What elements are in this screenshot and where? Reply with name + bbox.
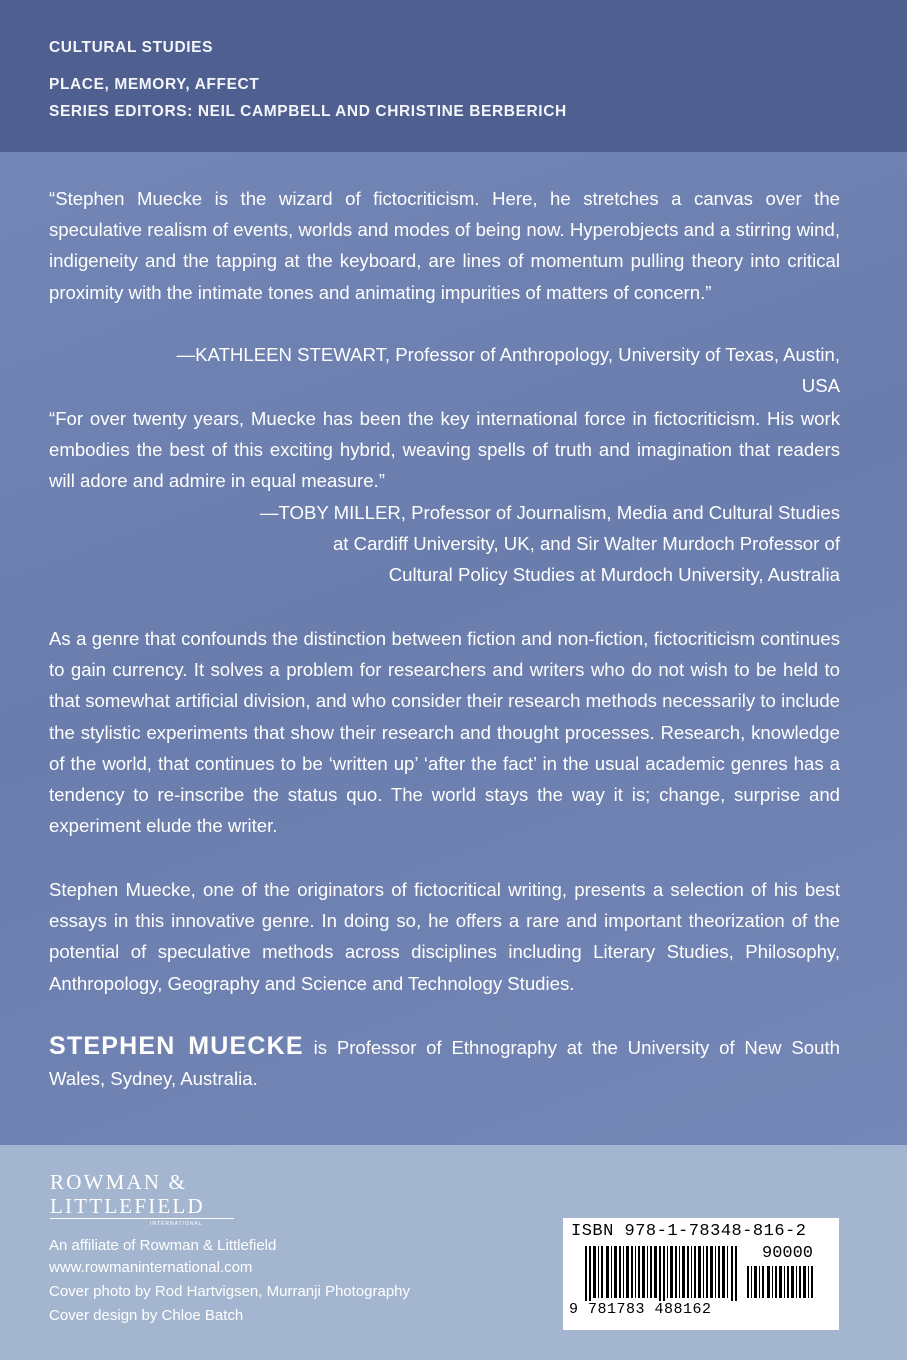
author-bio [49,1031,840,1094]
isbn-barcode [563,1218,839,1330]
publisher-logo-line-2: LITTLEFIELD [50,1194,205,1218]
quote-2-attribution-line-2: at Cardiff University, UK, and Sir Walter Murdoch Professor of [332,533,840,554]
price-code: 90000 [762,1244,814,1263]
publisher-logo-line-1: ROWMAN & [50,1170,188,1194]
quote-1-text: “Stephen Muecke is the wizard of fictocriticism. Here, he stretches a canvas over the speculative realism of events, worlds and modes of being now. Hyperobjects and a stirring wind, indigeneity and the tapping at the keyboard, are lines of momentum pulling theory into critical proximity with the intimate tones and animating impurities of matters of concern.” [49,188,840,303]
series-name: CULTURAL STUDIES [49,39,214,56]
description-paragraph-2: Stephen Muecke, one of the originators of fictocritical writing, presents a selection of his best essays in this innovative genre. In doing so, he offers a rare and important theorization of the potential of speculative methods across disciplines including Literary Studies, Philosophy, Anthropology, Geography and Science and Technology Studies. [49,879,840,994]
quote-2-attribution-line-1: —TOBY MILLER, Professor of Journalism, Media and Cultural Studies [259,502,840,523]
isbn-number: ISBN 978-1-78348-816-2 [571,1222,807,1241]
author-bio-text: is Professor of Ethnography at the University of New South Wales, Sydney, Australia. [49,1037,840,1090]
author-name: STEPHEN MUECKE [49,1032,304,1060]
description-paragraph-1: As a genre that confounds the distinction between fiction and non-fiction, fictocriticism continues to gain currency. It solves a problem for researchers and writers who do not wish to be held to that somewhat artificial division, and who consider their research methods necessarily to include the stylistic experiments that show their research and thought processes. Research, knowledge of the world, that continues to be ‘written up’ ‘after the fact’ in the usual academic genres has a tendency to re-inscribe the status quo. The world stays the way it is; change, surprise and experiment elude the writer. [49,628,840,837]
quote-2-text: “For over twenty years, Muecke has been the key international force in fictocriticism. His work embodies the best of this exciting hybrid, weaving spells of truth and imagination that readers will adore and admire in equal measure.” [49,408,840,492]
publisher-logo-rule [50,1218,234,1219]
subseries-name: PLACE, MEMORY, AFFECT [49,76,260,93]
quote-2-attribution-line-3: Cultural Policy Studies at Murdoch University, Australia [388,564,840,585]
photo-credit: Cover photo by Rod Hartvigsen, Murranji Photography [49,1283,411,1300]
quote-1-attribution: —KATHLEEN STEWART, Professor of Anthropology, University of Texas, Austin, USA [176,344,840,397]
publisher-website: www.rowmaninternational.com [49,1259,253,1276]
barcode-digits: 9 781783 488162 [569,1301,712,1318]
series-editors: SERIES EDITORS: NEIL CAMPBELL AND CHRISTINE BERBERICH [49,103,567,120]
series-header [0,0,907,152]
publisher-logo-subtitle: INTERNATIONAL [150,1221,203,1227]
publisher-affiliate: An affiliate of Rowman & Littlefield [49,1237,277,1254]
design-credit: Cover design by Chloe Batch [49,1307,244,1324]
